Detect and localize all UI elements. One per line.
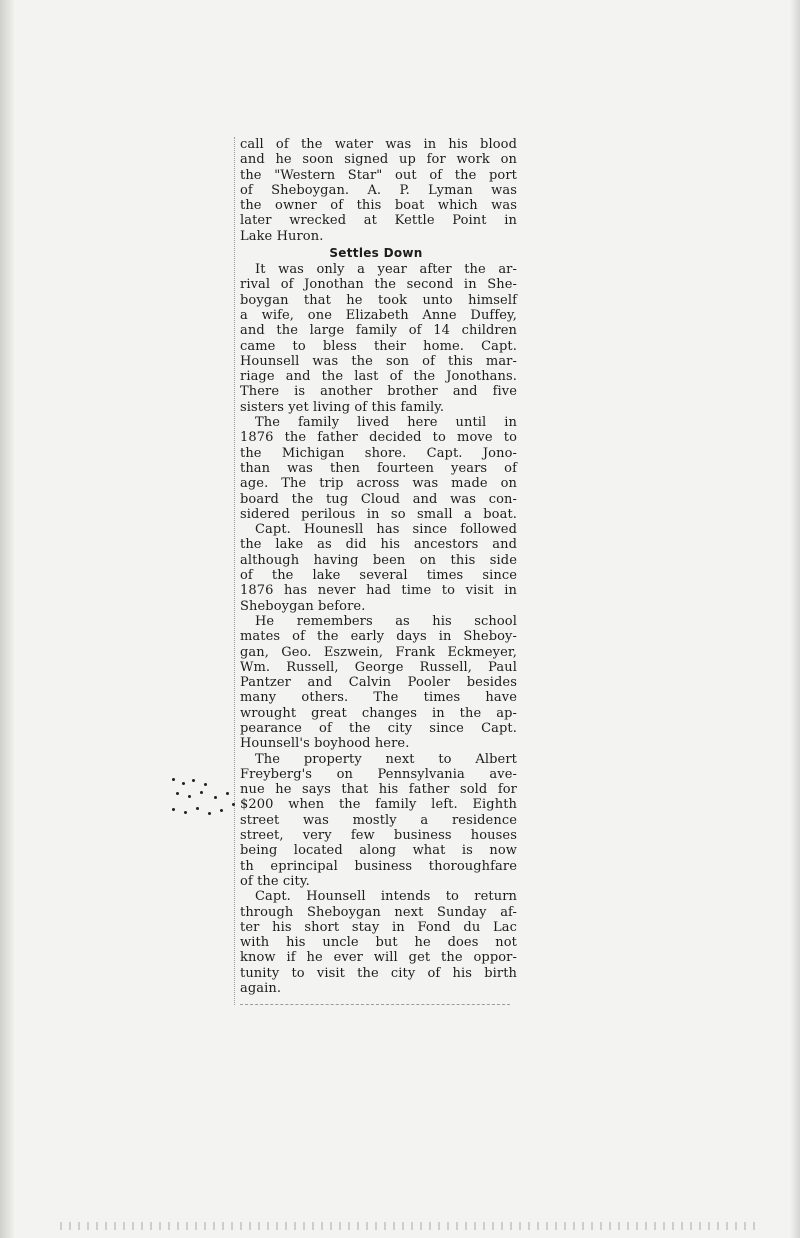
text-line: Sheboygan before. bbox=[240, 598, 366, 614]
paragraph-settles-down bbox=[235, 262, 517, 415]
text-line: than was then fourteen years of bbox=[240, 460, 517, 476]
text-line: sidered perilous in so small a boat. bbox=[240, 506, 517, 522]
text-line: Capt. Hounesll has since followed bbox=[255, 522, 517, 538]
dot-mark bbox=[220, 809, 223, 812]
page-edge-left bbox=[0, 0, 14, 1238]
text-line: call of the water was in his blood bbox=[240, 137, 517, 152]
text-line: the owner of this boat which was bbox=[240, 198, 517, 214]
text-line: Hounsell was the son of this mar- bbox=[240, 353, 517, 369]
text-line: with his uncle but he does not bbox=[240, 935, 517, 951]
text-line: came to bless their home. Capt. bbox=[240, 338, 517, 354]
text-line: He remembers as his school bbox=[255, 613, 517, 629]
text-line: and the large family of 14 children bbox=[240, 323, 517, 339]
text-line: the "Western Star" out of the port bbox=[240, 167, 517, 183]
text-line: The property next to Albert bbox=[255, 751, 517, 767]
text-line: being located along what is now bbox=[240, 843, 517, 859]
text-line: know if he ever will get the oppor- bbox=[240, 950, 517, 966]
text-line: gan, Geo. Eszwein, Frank Eckmeyer, bbox=[240, 644, 517, 660]
dot-mark bbox=[176, 792, 179, 795]
text-line: sisters yet living of this family. bbox=[240, 399, 445, 415]
text-line: 1876 has never had time to visit in bbox=[240, 583, 517, 599]
text-line: There is another brother and five bbox=[240, 384, 517, 400]
text-line: Hounsell's boyhood here. bbox=[240, 736, 410, 752]
clipping-bottom-edge bbox=[240, 1004, 510, 1005]
dot-mark bbox=[208, 812, 211, 815]
text-line: ter his short stay in Fond du Lac bbox=[240, 919, 517, 935]
text-line: It was only a year after the ar- bbox=[255, 262, 517, 278]
text-line: and he soon signed up for work on bbox=[240, 152, 517, 168]
scan-bottom-noise bbox=[60, 1222, 760, 1230]
text-line: Wm. Russell, George Russell, Paul bbox=[240, 659, 517, 675]
text-line: $200 when the family left. Eighth bbox=[240, 797, 517, 813]
text-line: Freyberg's on Pennsylvania ave- bbox=[240, 766, 517, 782]
text-line: a wife, one Elizabeth Anne Duffey, bbox=[240, 307, 517, 323]
text-line: of the lake several times since bbox=[240, 568, 517, 584]
text-line: Capt. Hounsell intends to return bbox=[255, 889, 517, 905]
dot-mark bbox=[184, 811, 187, 814]
text-line: Lake Huron. bbox=[240, 228, 324, 244]
newspaper-clipping bbox=[234, 137, 517, 1005]
page-edge-right bbox=[790, 0, 800, 1238]
text-line: many others. The times have bbox=[240, 690, 517, 706]
text-line: through Sheboygan next Sunday af- bbox=[240, 904, 517, 920]
text-line: again. bbox=[240, 981, 282, 997]
text-line: of the city. bbox=[240, 873, 310, 889]
text-line: th eprincipal business thoroughfare bbox=[240, 858, 517, 874]
dot-mark bbox=[226, 792, 229, 795]
text-line: street, very few business houses bbox=[240, 828, 517, 844]
text-line: tunity to visit the city of his birth bbox=[240, 965, 517, 981]
dot-mark bbox=[204, 783, 207, 786]
text-line: rival of Jonothan the second in She- bbox=[240, 277, 517, 293]
text-line: Pantzer and Calvin Pooler besides bbox=[240, 675, 517, 691]
text-line: boygan that he took unto himself bbox=[240, 292, 517, 308]
paragraph-family-moved bbox=[235, 415, 517, 522]
paragraph-property bbox=[235, 752, 517, 890]
dot-mark bbox=[196, 807, 199, 810]
margin-dot-marks bbox=[172, 778, 246, 818]
text-line: riage and the last of the Jonothans. bbox=[240, 369, 517, 385]
text-line: mates of the early days in Sheboy- bbox=[240, 629, 517, 645]
text-line: pearance of the city since Capt. bbox=[240, 720, 517, 736]
text-line: the Michigan shore. Capt. Jono- bbox=[240, 445, 517, 461]
paragraph-followed-lake bbox=[235, 522, 517, 614]
intro-paragraph bbox=[235, 137, 517, 244]
text-line: The family lived here until in bbox=[255, 415, 517, 431]
dot-mark bbox=[188, 795, 191, 798]
text-line: later wrecked at Kettle Point in bbox=[240, 213, 517, 229]
paragraph-return bbox=[235, 889, 517, 996]
text-line: although having been on this side bbox=[240, 552, 517, 568]
text-line: age. The trip across was made on bbox=[240, 476, 517, 492]
text-line: of Sheboygan. A. P. Lyman was bbox=[240, 182, 517, 198]
text-line: board the tug Cloud and was con- bbox=[240, 491, 517, 507]
subheading: Settles Down bbox=[329, 246, 423, 261]
dot-mark bbox=[214, 796, 217, 799]
paragraph-schoolmates bbox=[235, 614, 517, 752]
dot-mark bbox=[200, 791, 203, 794]
dot-mark bbox=[182, 782, 185, 785]
text-line: the lake as did his ancestors and bbox=[240, 537, 517, 553]
dot-mark bbox=[232, 803, 235, 806]
dot-mark bbox=[172, 808, 175, 811]
text-line: nue he says that his father sold for bbox=[240, 782, 517, 798]
dot-mark bbox=[172, 778, 175, 781]
text-line: street was mostly a residence bbox=[240, 812, 517, 828]
dot-mark bbox=[192, 779, 195, 782]
text-line: 1876 the father decided to move to bbox=[240, 430, 517, 446]
text-line: wrought great changes in the ap- bbox=[240, 705, 517, 721]
